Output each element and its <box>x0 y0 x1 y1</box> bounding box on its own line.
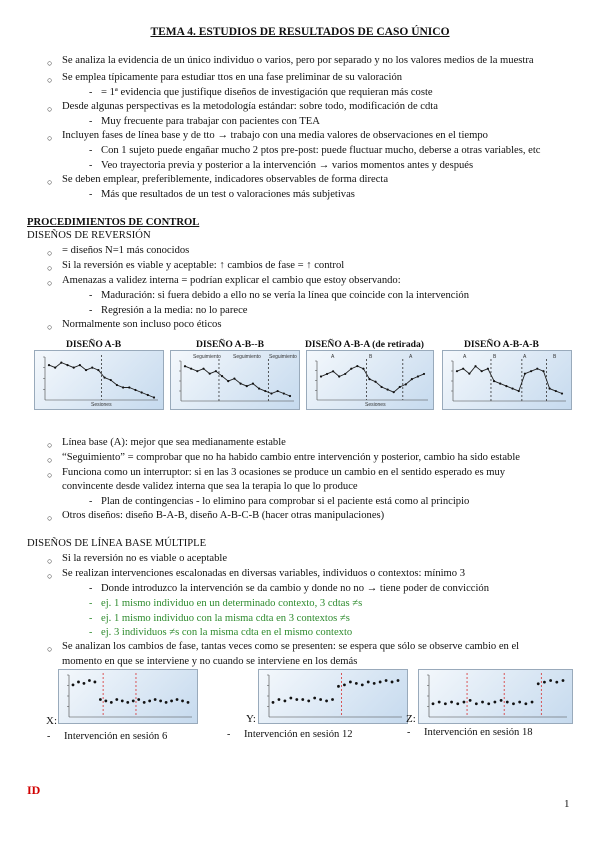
data-point <box>543 681 546 684</box>
data-point <box>462 368 464 370</box>
bullet-dash: - <box>89 613 93 624</box>
data-point <box>184 365 186 367</box>
data-point <box>246 385 248 387</box>
data-point <box>374 381 376 383</box>
chart-aba <box>306 350 434 410</box>
list-item: Normalmente son incluso poco éticos <box>62 319 222 330</box>
section-heading-control: PROCEDIMIENTOS DE CONTROL <box>27 217 200 228</box>
data-point <box>536 368 538 370</box>
data-point <box>344 373 346 375</box>
data-point <box>209 373 211 375</box>
chart-baseline-x <box>58 669 198 724</box>
data-point <box>450 701 453 704</box>
bullet-dash: - <box>89 189 93 200</box>
data-point <box>332 370 334 372</box>
bullet-circle: ○ <box>47 58 53 68</box>
bullet-dash: - <box>89 145 93 156</box>
chart-abab-phase-a1: A <box>463 354 467 360</box>
chart-baseline-z <box>418 669 573 724</box>
chart-caption-x: Intervención en sesión 6 <box>64 731 168 742</box>
bullet-circle: ○ <box>47 75 53 85</box>
bullet-circle: ○ <box>47 177 53 187</box>
example-item: ej. 1 mismo individuo con la misma cdta en 3 contextos ≠s <box>101 613 350 624</box>
data-point <box>258 387 260 389</box>
chart-caption-y: Intervención en sesión 12 <box>244 729 353 740</box>
data-point <box>48 364 50 366</box>
data-point <box>518 390 520 392</box>
data-point <box>154 698 157 701</box>
data-point <box>367 681 370 684</box>
bullet-circle: ○ <box>47 133 53 143</box>
chart-ab-plot <box>35 351 163 409</box>
list-item: Incluyen fases de línea base y de tto → trabajo con una media valores de observaciones en el tiempo <box>62 130 488 141</box>
bullet-dash: - <box>407 727 411 738</box>
list-item-continued: convincente desde validez interna que sea la terapia lo que lo produce <box>62 481 358 492</box>
data-point <box>202 368 204 370</box>
data-point <box>143 701 146 704</box>
list-item: Se analizan los cambios de fase, tantas veces como se presenten: se espera que sólo se observe cambio en el <box>62 641 520 652</box>
data-point <box>562 679 565 682</box>
list-item: Otros diseños: diseño B-A-B, diseño A-B-C-B (hacer otras manipulaciones) <box>62 510 385 521</box>
list-item: Veo trayectoria previa y posterior a la intervención → varios momentos antes y después <box>101 160 474 171</box>
data-point <box>94 681 97 684</box>
data-point <box>456 702 459 705</box>
bullet-circle: ○ <box>47 470 53 480</box>
data-point <box>331 698 334 701</box>
data-point <box>405 383 407 385</box>
chart-abb-phase-2: Seguimiento <box>233 354 261 360</box>
data-point <box>85 369 87 371</box>
data-point <box>469 699 472 702</box>
data-point <box>88 679 91 682</box>
data-point <box>356 365 358 367</box>
data-point <box>518 701 521 704</box>
data-point <box>283 392 285 394</box>
data-point <box>252 383 254 385</box>
bullet-dash: - <box>89 496 93 507</box>
list-item: Se analiza la evidencia de un único individuo o varios, pero por separado y no los valores medios de la muestra <box>62 55 534 66</box>
chart-ab <box>34 350 164 410</box>
data-point <box>361 683 364 686</box>
chart-letter-x: X: <box>46 715 57 727</box>
chart-abab-phase-b2: B <box>553 354 557 360</box>
bullet-dash: - <box>89 116 93 127</box>
data-point <box>79 364 81 366</box>
data-point <box>159 700 162 703</box>
data-point <box>295 698 298 701</box>
chart-title-abab: DISEÑO A-B-A-B <box>464 339 539 350</box>
data-point <box>362 368 364 370</box>
list-item: Si la reversión es viable y aceptable: ↑ cambios de fase = ↑ control <box>62 260 345 271</box>
data-point <box>137 698 140 701</box>
data-point <box>104 700 107 703</box>
bullet-circle: ○ <box>47 455 53 465</box>
list-item: Amenazas a validez interna = podrían explicar el cambio que estoy observando: <box>62 275 401 286</box>
data-point <box>555 681 558 684</box>
data-point <box>379 681 382 684</box>
list-item: Donde introduzco la intervención se da cambio y donde no no → tiene poder de convicción <box>101 583 490 594</box>
bullet-circle: ○ <box>47 248 53 258</box>
data-point <box>385 679 388 682</box>
bullet-circle: ○ <box>47 644 53 654</box>
data-point <box>487 368 489 370</box>
data-point <box>493 380 495 382</box>
data-point <box>60 362 62 364</box>
data-point <box>338 375 340 377</box>
data-point <box>512 702 515 705</box>
data-point <box>380 386 382 388</box>
chart-baseline-y <box>258 669 408 724</box>
data-point <box>355 682 358 685</box>
data-point <box>505 385 507 387</box>
bullet-circle: ○ <box>47 322 53 332</box>
data-point <box>337 685 340 688</box>
data-point <box>494 701 497 704</box>
chart-title-ab: DISEÑO A-B <box>66 339 122 350</box>
chart-letter-z: Z: <box>406 713 416 725</box>
data-point <box>432 702 435 705</box>
list-item: Con 1 sujeto puede engañar mucho 2 ptos pre-post: puede fluctuar mucho, deberse a otras variables, etc <box>101 145 541 156</box>
data-point <box>132 700 135 703</box>
chart-aba-phase-a1: A <box>331 354 335 360</box>
data-point <box>141 391 143 393</box>
bullet-dash: - <box>89 627 93 638</box>
chart-aba-phase-a2: A <box>409 354 413 360</box>
data-point <box>270 392 272 394</box>
data-point <box>116 384 118 386</box>
bullet-circle: ○ <box>47 278 53 288</box>
data-point <box>391 681 394 684</box>
data-point <box>99 698 102 701</box>
bullet-circle: ○ <box>47 263 53 273</box>
chart-abb-phase-3: Seguimiento <box>269 354 297 360</box>
data-point <box>561 392 563 394</box>
data-point <box>444 702 447 705</box>
data-point <box>411 378 413 380</box>
list-item: Desde algunas perspectivas es la metodología estándar: sobre todo, modificación de cdta <box>62 101 438 112</box>
data-point <box>368 378 370 380</box>
data-point <box>549 679 552 682</box>
data-point <box>524 702 527 705</box>
data-point <box>54 366 56 368</box>
data-point <box>506 701 509 704</box>
data-point <box>126 701 129 704</box>
data-point <box>122 386 124 388</box>
data-point <box>148 700 151 703</box>
data-point <box>423 373 425 375</box>
page-number: 1 <box>564 798 570 810</box>
data-point <box>530 370 532 372</box>
bullet-dash: - <box>89 583 93 594</box>
data-point <box>73 366 75 368</box>
data-point <box>289 697 292 700</box>
data-point <box>399 386 401 388</box>
bullet-dash: - <box>89 290 93 301</box>
chart-aba-phase-b: B <box>369 354 373 360</box>
chart-baseline-z-plot <box>419 670 572 723</box>
bullet-circle: ○ <box>47 440 53 450</box>
example-item: ej. 1 mismo individuo en un determinado contexto, 3 cdtas ≠s <box>101 598 363 609</box>
chart-abab-phase-a2: A <box>523 354 527 360</box>
list-item: Más que resultados de un test o valoraciones más subjetivas <box>101 189 355 200</box>
bullet-dash: - <box>89 87 93 98</box>
data-point <box>474 365 476 367</box>
data-point <box>537 682 540 685</box>
list-item: Regresión a la media: no lo parece <box>101 305 248 316</box>
data-point <box>233 378 235 380</box>
bullet-circle: ○ <box>47 104 53 114</box>
bullet-dash: - <box>89 305 93 316</box>
data-point <box>307 700 310 703</box>
data-point <box>542 370 544 372</box>
data-point <box>221 375 223 377</box>
list-item: Se realizan intervenciones escalonadas en diversas variables, individuos o contextos: mínimo 3 <box>62 568 466 579</box>
data-point <box>463 701 466 704</box>
data-point <box>301 698 304 701</box>
bullet-dash: - <box>89 160 93 171</box>
chart-title-aba: DISEÑO A-B-A (de retirada) <box>305 339 424 350</box>
data-point <box>326 373 328 375</box>
list-item: Plan de contingencias - lo elimino para comprobar si el paciente está como al principio <box>101 496 470 507</box>
data-point <box>499 383 501 385</box>
data-point <box>170 700 173 703</box>
page-title: TEMA 4. ESTUDIOS DE RESULTADOS DE CASO ÚNICO <box>150 26 450 38</box>
data-point <box>456 370 458 372</box>
data-point <box>103 376 105 378</box>
list-item: = diseños N=1 más conocidos <box>62 245 190 256</box>
list-item: “Seguimiento” = comprobar que no ha habido cambio entre intervención y posterior, cambio ha sido estable <box>62 452 520 463</box>
data-point <box>66 364 68 366</box>
data-point <box>487 702 490 705</box>
chart-aba-xlabel: Sesiones <box>365 402 386 408</box>
data-point <box>511 387 513 389</box>
list-item: Si la reversión no es viable o aceptable <box>62 553 228 564</box>
data-point <box>393 391 395 393</box>
data-point <box>320 375 322 377</box>
list-item: = 1ª evidencia que justifique diseños de investigación que requieran más coste <box>101 87 433 98</box>
data-point <box>91 366 93 368</box>
chart-abb-phase-1: Seguimiento <box>193 354 221 360</box>
list-item: Línea base (A): mejor que sea medianamente estable <box>62 437 286 448</box>
footer-tag: ID <box>27 783 41 797</box>
section-heading-multiple: DISEÑOS DE LÍNEA BASE MÚLTIPLE <box>27 538 207 549</box>
series-line <box>185 366 290 396</box>
chart-title-abb: DISEÑO A-B--B <box>196 339 264 350</box>
data-point <box>176 698 179 701</box>
series-line <box>321 366 424 392</box>
data-point <box>77 681 80 684</box>
data-point <box>181 700 184 703</box>
data-point <box>468 373 470 375</box>
data-point <box>187 701 190 704</box>
data-point <box>417 375 419 377</box>
data-point <box>190 368 192 370</box>
data-point <box>481 701 484 704</box>
data-point <box>349 681 352 684</box>
data-point <box>239 383 241 385</box>
data-point <box>83 682 86 685</box>
data-point <box>97 369 99 371</box>
chart-letter-y: Y: <box>246 713 256 725</box>
data-point <box>387 388 389 390</box>
bullet-dash: - <box>227 729 231 740</box>
data-point <box>325 700 328 703</box>
data-point <box>165 701 168 704</box>
chart-abab <box>442 350 572 410</box>
data-point <box>72 683 75 686</box>
chart-ab-xlabel: Sesiones <box>91 402 112 408</box>
data-point <box>319 698 322 701</box>
data-point <box>277 390 279 392</box>
bullet-circle: ○ <box>47 556 53 566</box>
section-heading-reversion: DISEÑOS DE REVERSIÓN <box>27 230 151 241</box>
data-point <box>147 394 149 396</box>
list-item: Funciona como un interruptor: si en las 3 ocasiones se produce un cambio en el sentido esperado es muy <box>62 467 506 478</box>
list-item: Se emplea típicamente para estudiar ttos en una fase preliminar de su valoración <box>62 72 403 83</box>
data-point <box>115 698 118 701</box>
data-point <box>555 390 557 392</box>
data-point <box>438 701 441 704</box>
data-point <box>373 682 376 685</box>
data-point <box>215 370 217 372</box>
data-point <box>128 386 130 388</box>
data-point <box>531 701 534 704</box>
data-point <box>272 701 275 704</box>
data-point <box>289 395 291 397</box>
bullet-dash: - <box>47 731 51 742</box>
chart-baseline-y-plot <box>259 670 407 723</box>
data-point <box>475 702 478 705</box>
data-point <box>343 683 346 686</box>
chart-abab-phase-b1: B <box>493 354 497 360</box>
data-point <box>313 697 316 700</box>
data-point <box>196 370 198 372</box>
data-point <box>110 379 112 381</box>
series-line <box>457 366 562 393</box>
data-point <box>397 679 400 682</box>
data-point <box>284 700 287 703</box>
data-point <box>350 368 352 370</box>
data-point <box>264 390 266 392</box>
data-point <box>121 700 124 703</box>
data-point <box>549 387 551 389</box>
data-point <box>500 699 503 702</box>
data-point <box>481 370 483 372</box>
data-point <box>134 389 136 391</box>
data-point <box>227 380 229 382</box>
list-item: Maduración: si fuera debido a ello no se vería la línea que coincide con la intervención <box>101 290 469 301</box>
list-item: Muy frecuente para trabajar con pacientes con TEA <box>101 116 320 127</box>
data-point <box>110 701 113 704</box>
example-item: ej. 3 individuos ≠s con la misma cdta en el mismo contexto <box>101 627 353 638</box>
data-point <box>524 373 526 375</box>
chart-caption-z: Intervención en sesión 18 <box>424 727 533 738</box>
bullet-circle: ○ <box>47 513 53 523</box>
chart-abb <box>170 350 300 410</box>
list-item-continued: momento en que se interviene y no cuando se interviene en los demás <box>62 656 358 667</box>
list-item: Se deben emplear, preferiblemente, indicadores observables de forma directa <box>62 174 389 185</box>
bullet-dash: - <box>89 598 93 609</box>
data-point <box>278 698 281 701</box>
data-point <box>153 396 155 398</box>
chart-baseline-x-plot <box>59 670 197 723</box>
bullet-circle: ○ <box>47 571 53 581</box>
